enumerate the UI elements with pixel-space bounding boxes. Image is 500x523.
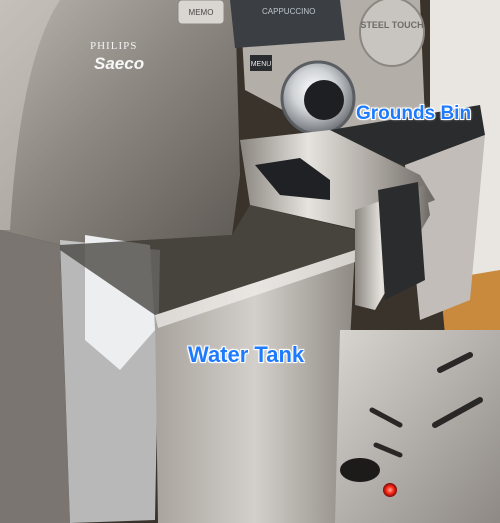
philips-logo-text: PHILIPS bbox=[90, 40, 138, 52]
water-tank-label: Water Tank bbox=[188, 342, 305, 367]
display-text: CAPPUCCINO bbox=[262, 7, 316, 16]
red-indicator-light bbox=[383, 483, 397, 497]
menu-label: MENU bbox=[250, 61, 272, 68]
knob-center bbox=[304, 80, 344, 120]
memo-button-label: MEMO bbox=[188, 8, 214, 17]
badge-text: STEEL TOUCH bbox=[360, 20, 424, 30]
dispenser-grip bbox=[378, 182, 425, 300]
drain-hole bbox=[340, 458, 380, 482]
saeco-logo-text: Saeco bbox=[94, 54, 145, 73]
grounds-bin-label: Grounds Bin bbox=[356, 103, 472, 124]
drip-tray bbox=[335, 330, 500, 523]
left-side-panel bbox=[0, 230, 70, 523]
steel-touch-badge bbox=[360, 0, 424, 66]
